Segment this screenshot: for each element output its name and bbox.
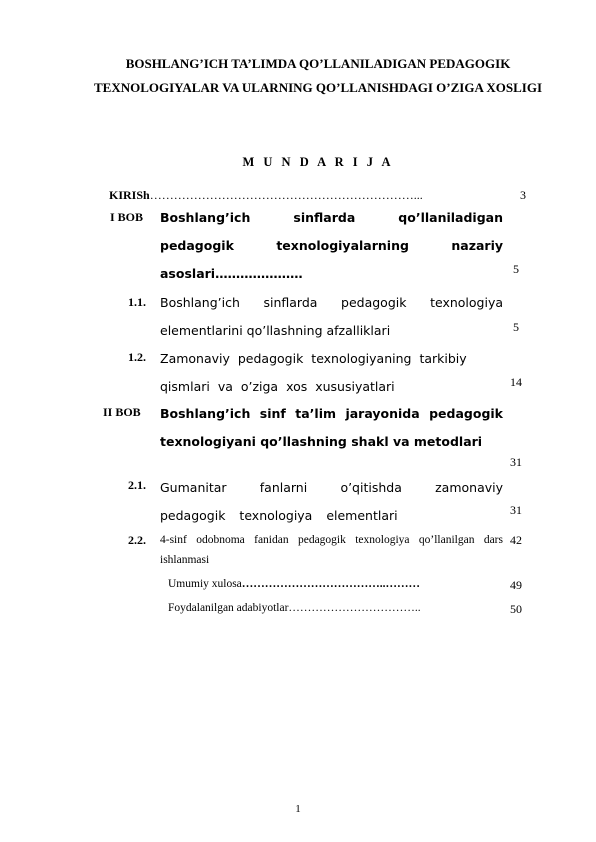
toc-entry-adabiyot: Foydalanilgan adabiyotlar……………………………..: [168, 602, 421, 614]
page-number: 1: [295, 803, 301, 815]
toc-page-bob1: 5: [513, 262, 519, 276]
toc-label-1-1: 1.1.: [128, 295, 146, 309]
toc-page-2-2: 42: [510, 533, 522, 547]
toc-entry-xulosa: [168, 578, 420, 590]
toc-label: KIRISh: [109, 188, 150, 202]
toc-page: 3: [520, 188, 526, 202]
toc-label-2-2: 2.2.: [128, 533, 146, 547]
toc-page-1-1: 5: [513, 320, 519, 334]
toc-label-bob2: II BOB: [103, 405, 141, 419]
toc-entry-bob1: Boshlang’ich sinflarda qo’llaniladigan pedagogik texnologiyalarning nazariy asoslari…………………: [160, 210, 503, 281]
toc-entry-kirish: [109, 188, 499, 203]
toc-entry-1-1: Boshlang’ich sinflarda pedagogik texnologiya elementlarini qo’llashning afzalliklari: [160, 295, 503, 338]
toc-entry-2-2: 4-sinf odobnoma fanidan pedagogik texnologiya qo’llanilgan dars ishlanmasi: [160, 534, 503, 566]
toc-page-xulosa: 49: [510, 578, 522, 592]
toc-entry-bob2: Boshlang’ich sinf ta’lim jarayonida pedagogik texnologiyani qo’llashning shakl va metodlari: [160, 406, 503, 449]
toc-label-bob1: I BOB: [110, 210, 144, 224]
toc-label-1-2: 1.2.: [128, 350, 146, 364]
toc-text: Umumiy xulosa: [168, 578, 242, 590]
toc-page-bob2: 31: [510, 455, 522, 469]
toc-heading: M U N D A R I J A: [242, 155, 394, 169]
toc-page-adabiyot: 50: [510, 602, 522, 616]
toc-page-2-1: 31: [510, 503, 522, 517]
toc-page-1-2: 14: [510, 375, 522, 389]
toc-dots: …………………………………………………………...: [149, 188, 423, 202]
toc-dots: ………………………………..………: [241, 578, 421, 590]
toc-entry-2-1: Gumanitar fanlarni o’qitishda zamonaviy pedagogik texnologiya elementlari: [160, 480, 503, 523]
toc-entry-1-2: Zamonaviy pedagogik texnologiyaning tarkibiy qismlari va o’ziga xos xususiyatlari: [160, 351, 467, 394]
toc-label-2-1: 2.1.: [128, 478, 146, 492]
document-title: BOSHLANG’ICH TA’LIMDA QO’LLANILADIGAN PEDAGOGIK TEXNOLOGIYALAR VA ULARNING QO’LLANISHDAGI O’ZIGA XOSLIGI: [94, 56, 542, 95]
